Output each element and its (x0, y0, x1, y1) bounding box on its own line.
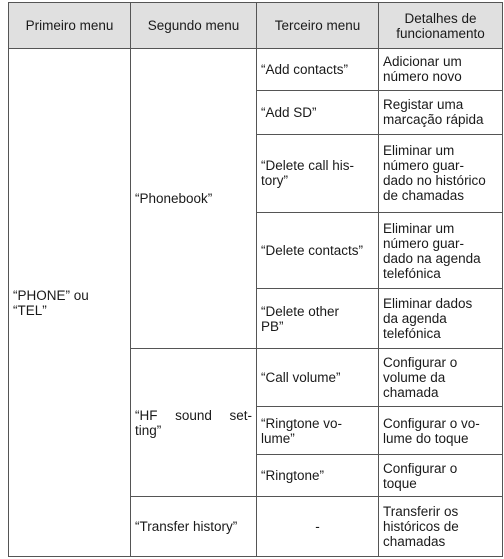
third-menu-cell: - (257, 496, 379, 556)
details-cell: Configurar o toque (379, 455, 503, 497)
header-first-menu: Primeiro menu (9, 3, 131, 49)
third-menu-cell: “Add contacts” (257, 49, 379, 91)
third-menu-cell: “Delete other PB” (257, 289, 379, 349)
details-cell: Eliminar um número guar- dado na agenda telefónica (379, 212, 503, 288)
third-menu-cell: “Delete call his- tory” (257, 134, 379, 212)
details-cell: Eliminar um número guar- dado no histórico de chamadas (379, 134, 503, 212)
second-menu-cell: “HF sound set- ting” (131, 349, 257, 497)
header-third-menu: Terceiro menu (257, 3, 379, 49)
first-menu-cell: “PHONE” ou “TEL” (9, 49, 131, 557)
details-cell: Configurar o vo- lume do toque (379, 407, 503, 455)
header-details: Detalhes de funcionamento (379, 3, 503, 49)
menu-table (8, 2, 503, 557)
third-menu-cell: “Call volume” (257, 349, 379, 407)
table-row (9, 49, 503, 91)
details-cell: Eliminar dados da agenda telefónica (379, 289, 503, 349)
details-cell: Configurar o volume da chamada (379, 349, 503, 407)
header-second-menu: Segundo menu (131, 3, 257, 49)
details-cell: Registar uma marcação rápida (379, 90, 503, 134)
third-menu-cell: “Delete contacts” (257, 212, 379, 288)
third-menu-cell: “Ringtone” (257, 455, 379, 497)
third-menu-cell: “Add SD” (257, 90, 379, 134)
third-menu-cell: “Ringtone vo- lume” (257, 407, 379, 455)
details-cell: Transferir os históricos de chamadas (379, 496, 503, 556)
second-menu-cell: “Transfer history” (131, 496, 257, 556)
details-cell: Adicionar um número novo (379, 49, 503, 91)
header-row (9, 3, 503, 49)
second-menu-cell: “Phonebook” (131, 49, 257, 349)
